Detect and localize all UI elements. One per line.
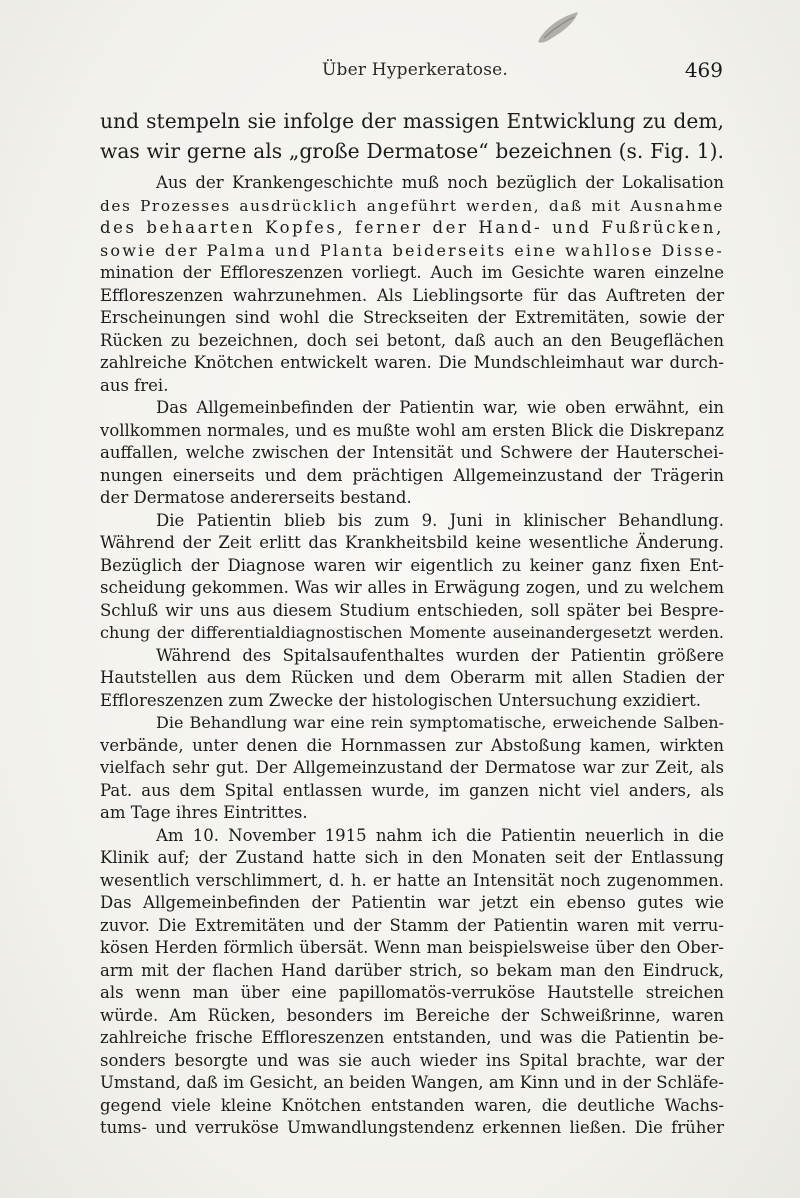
page-smudge <box>532 8 586 48</box>
text-line: sonders besorgte und was sie auch wieder ins Spital brachte, war der <box>100 1050 724 1070</box>
text-line: Rücken zu bezeichnen, doch sei betont, daß auch an den Beugeflächen <box>100 330 724 350</box>
text-line: nungen einerseits und dem prächtigen Allgemeinzustand der Trägerin <box>100 465 724 485</box>
text-line: Klinik auf; der Zustand hatte sich in den Monaten seit der Entlassung <box>100 848 724 867</box>
body-text <box>100 172 724 1140</box>
text-line: sowie der Palma und Planta beiderseits eine wahllose Disse- <box>100 240 724 260</box>
text-line: tums- und verruköse Umwandlungstendenz erkennen ließen. Die früher <box>100 1118 724 1137</box>
text-line: vielfach sehr gut. Der Allgemeinzustand der Dermatose war zur Zeit, als <box>100 758 724 777</box>
text-line: des Prozesses ausdrücklich angeführt werden, daß mit Ausnahme <box>100 196 724 215</box>
text-line: aus frei. <box>100 375 169 395</box>
text-line: zahlreiche frische Effloreszenzen entstanden, und was die Patientin be- <box>100 1028 724 1047</box>
text-line: Effloreszenzen wahrzunehmen. Als Lieblingsorte für das Auftreten der <box>100 285 724 305</box>
running-title: Über Hyperkeratose. <box>322 60 508 80</box>
text-line: als wenn man über eine papillomatös-verruköse Hautstelle streichen <box>100 983 724 1002</box>
text-line: Aus der Krankengeschichte muß noch bezüglich der Lokalisation <box>156 173 724 192</box>
text-line: würde. Am Rücken, besonders im Bereiche der Schweißrinne, waren <box>100 1005 724 1025</box>
text-line: Erscheinungen sind wohl die Streckseiten der Extremitäten, sowie der <box>100 308 724 327</box>
text-line: Bezüglich der Diagnose waren wir eigentlich zu keiner ganz fixen Ent- <box>100 555 724 575</box>
text-line: Das Allgemeinbefinden der Patientin war, wie oben erwähnt, ein <box>156 398 724 417</box>
text-line: kösen Herden förmlich übersät. Wenn man beispielsweise über den Ober- <box>100 938 724 957</box>
text-line: Während der Zeit erlitt das Krankheitsbild keine wesentliche Änderung. <box>100 533 724 552</box>
text-line: scheidung gekommen. Was wir alles in Erwägung zogen, und zu welchem <box>100 578 724 597</box>
text-line: zuvor. Die Extremitäten und der Stamm der Patientin waren mit verru- <box>100 915 724 935</box>
text-line: Die Behandlung war eine rein symptomatische, erweichende Salben- <box>156 713 724 732</box>
text-line: Umstand, daß im Gesicht, an beiden Wangen, am Kinn und in der Schläfe- <box>100 1073 724 1092</box>
text-line: Während des Spitalsaufenthaltes wurden der Patientin größere <box>156 645 724 665</box>
text-line: Schluß wir uns aus diesem Studium entschieden, soll später bei Bespre- <box>100 600 724 620</box>
text-line: zahlreiche Knötchen entwickelt waren. Die Mundschleimhaut war durch- <box>100 353 724 372</box>
text-line: verbände, unter denen die Hornmassen zur Abstoßung kamen, wirkten <box>100 735 724 755</box>
text-line: chung der differentialdiagnostischen Momente auseinandergesetzt werden. <box>100 623 724 642</box>
text-line: des behaarten Kopfes, ferner der Hand- und Fußrücken, <box>100 218 724 237</box>
lead-line: und stempeln sie infolge der massigen Entwicklung zu dem, <box>100 109 724 133</box>
text-line: Am 10. November 1915 nahm ich die Patientin neuerlich in die <box>156 825 724 845</box>
text-line: der Dermatose andererseits bestand. <box>100 488 412 507</box>
text-line: wesentlich verschlimmert, d. h. er hatte an Intensität noch zugenommen. <box>100 870 724 890</box>
text-line: Pat. aus dem Spital entlassen wurde, im ganzen nicht viel anders, als <box>100 780 724 800</box>
page-number: 469 <box>684 58 723 82</box>
text-line: auffallen, welche zwischen der Intensität und Schwere der Hauterschei- <box>100 443 724 462</box>
text-line: Hautstellen aus dem Rücken und dem Oberarm mit allen Stadien der <box>100 668 724 687</box>
text-block <box>100 106 724 1140</box>
text-line: am Tage ihres Eintrittes. <box>100 803 308 822</box>
text-line: gegend viele kleine Knötchen entstanden waren, die deutliche Wachs- <box>100 1095 724 1115</box>
lead-line: was wir gerne als „große Dermatose“ bezeichnen (s. Fig. 1). <box>100 139 724 163</box>
running-head <box>0 58 800 88</box>
text-line: mination der Effloreszenzen vorliegt. Auch im Gesichte waren einzelne <box>100 263 724 282</box>
text-line: Effloreszenzen zum Zwecke der histologischen Untersuchung exzidiert. <box>100 690 701 710</box>
text-line: Die Patientin blieb bis zum 9. Juni in klinischer Behandlung. <box>156 510 724 530</box>
text-line: arm mit der flachen Hand darüber strich, so bekam man den Eindruck, <box>100 960 724 980</box>
text-line: vollkommen normales, und es mußte wohl am ersten Blick die Diskrepanz <box>100 420 724 440</box>
text-line: Das Allgemeinbefinden der Patientin war jetzt ein ebenso gutes wie <box>100 893 724 912</box>
